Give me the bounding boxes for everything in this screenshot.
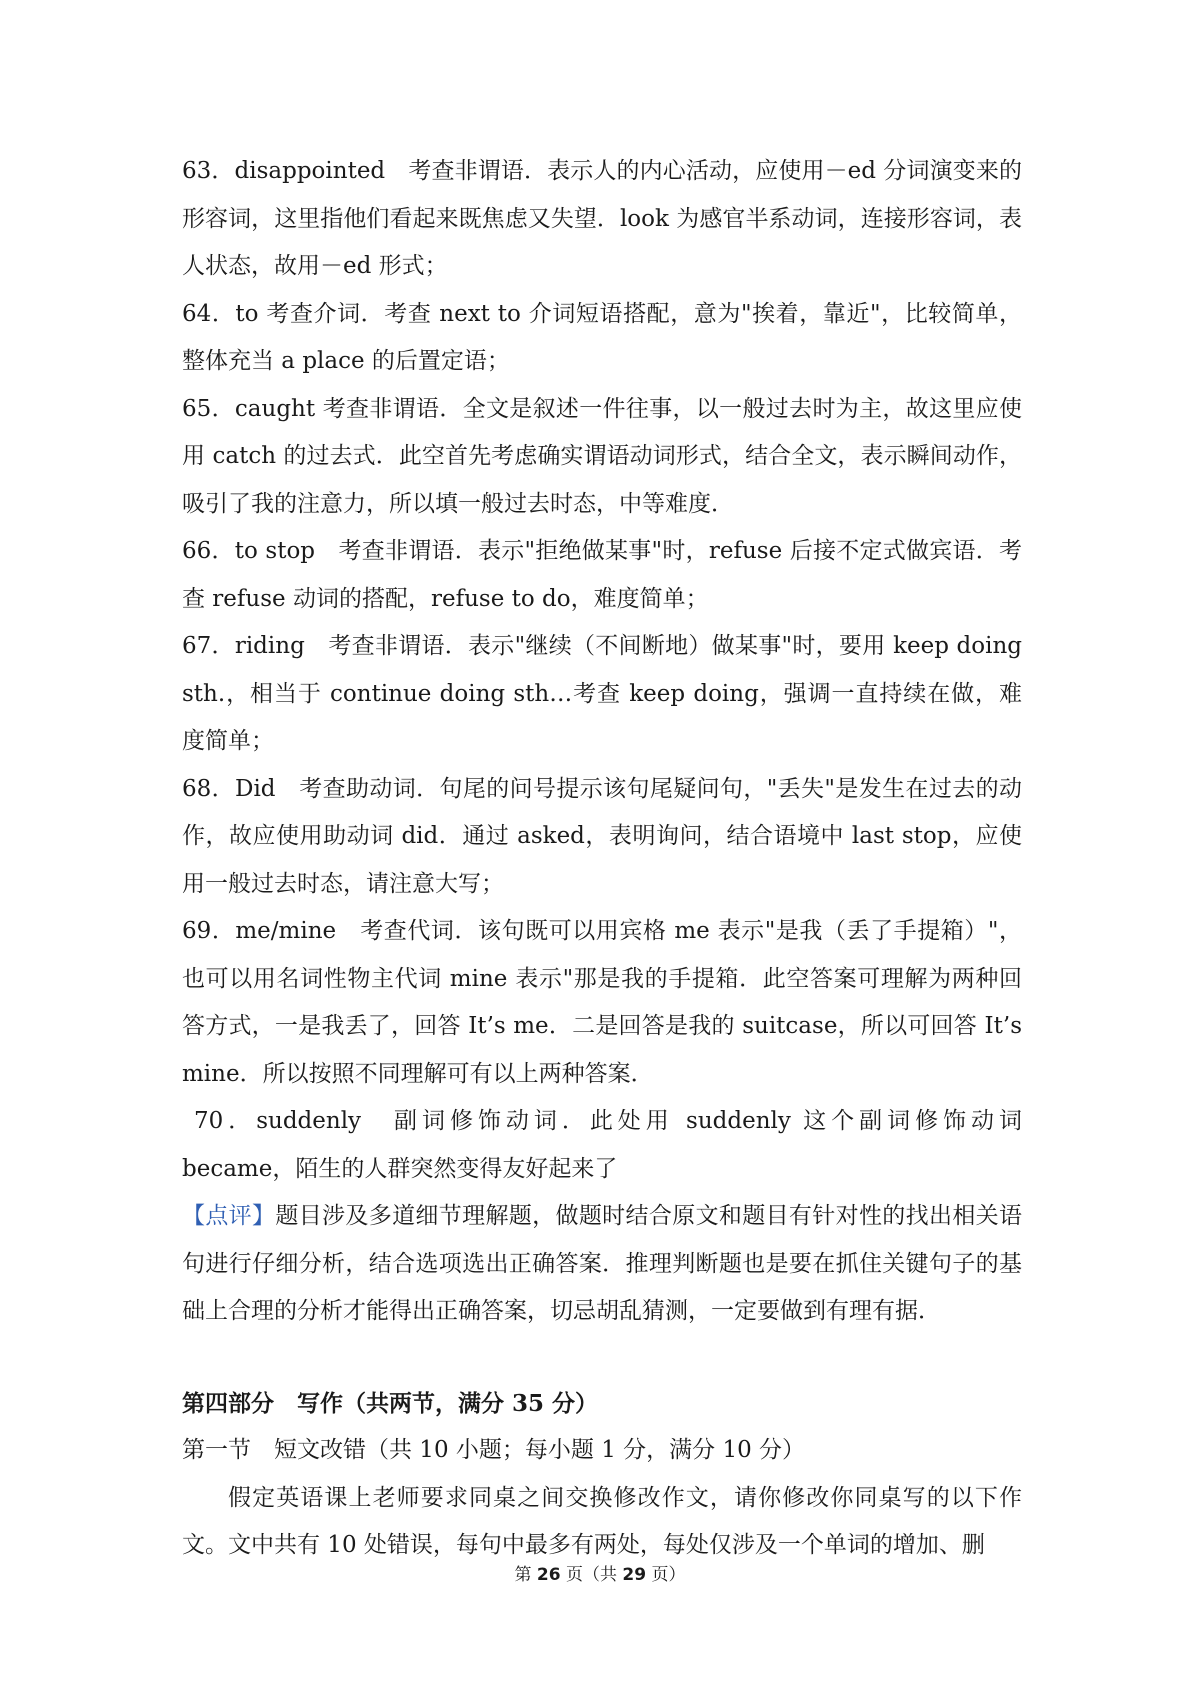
footer-total-pages: 29 [622,1565,647,1585]
answer-item-69: 69．me/mine 考查代词．该句既可以用宾格 me 表示"是我（丢了手提箱）"，也可以用名词性物主代词 mine 表示"那是我的手提箱．此空答案可理解为两种回答方式，一是我丢了，回答 It’s me．二是回答是我的 suitcase，所以可回答 It’s mine．所以按照不同理解可有以上两种答案． [182,918,1022,1087]
footer-middle: 页（共 [560,1565,623,1585]
review-paragraph [182,1193,1022,1336]
answer-item-65: 65．caught 考查非谓语．全文是叙述一件往事，以一般过去时为主，故这里应使用 catch 的过去式．此空首先考虑确实谓语动词形式，结合全文，表示瞬间动作，吸引了我的注意力，所以填一般过去时态，中等难度． [182,395,1022,517]
section-spacer [182,1336,1022,1380]
answer-item-68: 68．Did 考查助动词．句尾的问号提示该句尾疑问句，"丢失"是发生在过去的动作，故应使用助动词 did．通过 asked，表明询问，结合语境中 last stop，应使用一般过去时态，请注意大写； [182,775,1022,897]
review-tag: 【点评】 [182,1203,276,1229]
answer-item-70: 70．suddenly 副词修饰动词．此处用 suddenly 这个副词修饰动词 became，陌生的人群突然变得友好起来了 [182,1108,1022,1182]
section-heading: 第四部分 写作（共两节，满分 35 分） [182,1389,599,1417]
answer-item-67: 67．riding 考查非谓语．表示"继续（不间断地）做某事"时，要用 keep doing sth.，相当于 continue doing sth…考查 keep doing，强调一直持续在做，难度简单； [182,633,1022,754]
answer-item-66: 66．to stop 考查非谓语．表示"拒绝做某事"时，refuse 后接不定式做宾语．考查 refuse 动词的搭配，refuse to do，难度简单； [182,538,1022,612]
footer-prefix: 第 [514,1565,537,1585]
answer-item-64: 64．to 考查介词．考查 next to 介词短语搭配，意为"挨着，靠近"，比较简单，整体充当 a place 的后置定语； [182,300,1022,374]
section-subheading: 第一节 短文改错（共 10 小题；每小题 1 分，满分 10 分） [182,1437,806,1463]
page-content [182,148,1022,1570]
review-text: 题目涉及多道细节理解题，做题时结合原文和题目有针对性的找出相关语句进行仔细分析，结合选项选出正确答案．推理判断题也是要在抓住关键句子的基础上合理的分析才能得出正确答案，切忌胡乱猜测，一定要做到有理有据． [182,1203,1023,1324]
answer-item-63: 63．disappointed 考查非谓语．表示人的内心活动，应使用－ed 分词演变来的形容词，这里指他们看起来既焦虑又失望．look 为感官半系动词，连接形容词，表人状态，故用－ed 形式； [182,158,1022,279]
section-intro: 假定英语课上老师要求同桌之间交换修改作文，请你修改你同桌写的以下作文。文中共有 10 处错误，每句中最多有两处，每处仅涉及一个单词的增加、删 [182,1484,1022,1558]
footer-page-number: 26 [536,1565,561,1585]
footer-suffix: 页） [646,1565,686,1585]
page-footer [0,1560,1200,1585]
